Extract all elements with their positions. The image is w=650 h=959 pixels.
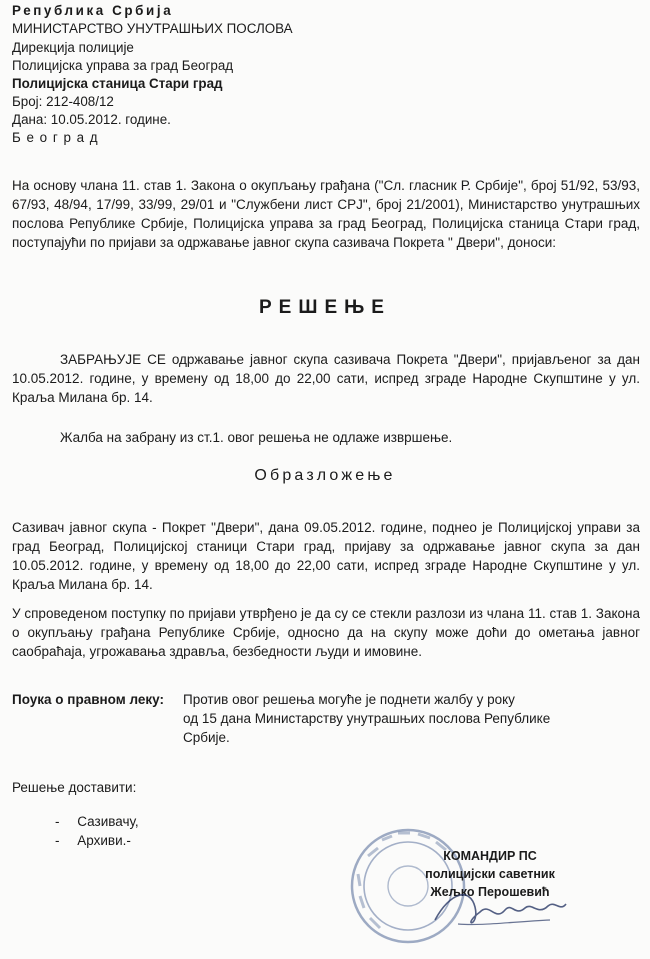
legal-remedy-line-2: од 15 дана Министарству унутрашњих послова Републике (183, 711, 551, 726)
appeal-note: Жалба на забрану из ст.1. овог решења не одлаже извршење. (60, 430, 453, 445)
header-directorate: Дирекција полиције (12, 40, 134, 55)
reasoning-paragraph-2: У спроведеном поступку по пријави утврђено је да су се стекли разлози из члана 11. став 1. Закона о окупљању грађана Републике Србије, односно да на скупу може доћи до ометања јавног саобраћаја, угрожавања здравља, безбедности људи и имовине. (12, 606, 640, 659)
delivery-label: Решење доставити: (12, 780, 137, 795)
decision-paragraph: ЗАБРАЊУЈЕ СЕ одржавање јавног скупа сазивача Покрета "Двери", пријављеног за дан 10.05.2012. године, у времену од 18,00 до 22,00 сати, испред зграде Народне Скупштине у ул. Краља Милана бр. 14. (12, 352, 640, 405)
reasoning-paragraph-1: Сазивач јавног скупа - Покрет "Двери", дана 09.05.2012. године, поднео је Полицијској управи за град Београд, Полицијској станици Стари град, пријаву за одржавање јавног скупа за дан 10.05.2012. године, у времену од 18,00 до 22,00 сати, испред зграде Народне Скупштине у ул. Краља Милана бр. 14. (12, 520, 640, 592)
legal-remedy-line-3: Србије. (183, 730, 230, 745)
header-number: Број: 212-408/12 (12, 94, 114, 109)
delivery-dash: - (55, 833, 60, 848)
decision-title: РЕШЕЊЕ (259, 297, 391, 318)
header-police-station: Полицијска станица Стари град (12, 76, 223, 91)
legal-remedy-line-1: Против овог решења могуће је поднети жалбу у року (183, 692, 515, 707)
header-ministry: МИНИСТАРСТВО УНУТРАШЊИХ ПОСЛОВА (12, 21, 293, 36)
delivery-dash: - (55, 814, 60, 829)
delivery-item-label: Архиви.- (77, 833, 131, 848)
header-police-administration: Полицијска управа за град Београд (12, 58, 234, 73)
header-country: Република Србија (12, 3, 174, 18)
signatory-title: КОМАНДИР ПС (443, 849, 537, 863)
delivery-item-label: Сазивачу, (77, 814, 139, 829)
signatory-rank: полицијски саветник (425, 867, 555, 881)
reasoning-title: Образложење (254, 467, 396, 484)
legal-remedy-label: Поука о правном леку: (12, 692, 164, 707)
signatory-name: Жељко Перошевић (430, 885, 550, 899)
intro-paragraph: На основу члана 11. став 1. Закона о окупљању грађана ("Сл. гласник Р. Србије", број 51/92, 53/93, 67/93, 48/94, 17/99, 33/99, 29/01 и "Службени лист СРЈ", број 21/2001), Министарство унутрашњих послова Републике Србије, Полицијска управа за град Београд, Полицијска станица Стари град, поступајући по пријави за одржавање јавног скупа сазивача Покрета " Двери", доноси: (12, 178, 640, 250)
handwritten-signature-icon (430, 882, 570, 932)
delivery-item (55, 831, 131, 850)
header-date: Дана: 10.05.2012. године. (12, 112, 171, 127)
header-city: Б е о г р а д (12, 130, 99, 145)
delivery-item (55, 812, 139, 831)
